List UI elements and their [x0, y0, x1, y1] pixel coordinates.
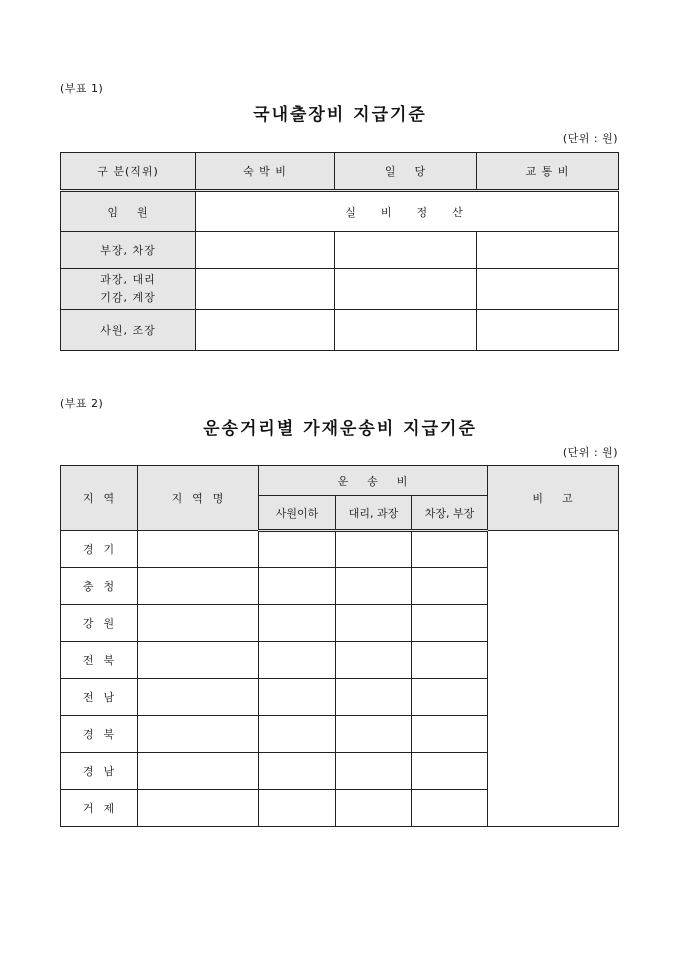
cost-cell[interactable]	[259, 790, 336, 827]
cost-cell[interactable]	[412, 716, 488, 753]
header-region: 지 역	[61, 466, 138, 531]
header-transport: 교 통 비	[477, 153, 619, 191]
annex-label-2: (부표 2)	[60, 397, 104, 410]
cost-cell[interactable]	[336, 716, 412, 753]
daily-cell[interactable]	[335, 269, 477, 310]
region-name-cell[interactable]	[138, 716, 259, 753]
header-category: 구 분(직위)	[61, 153, 196, 191]
region-cell: 전 남	[61, 679, 138, 716]
region-name-cell[interactable]	[138, 753, 259, 790]
cost-cell[interactable]	[259, 605, 336, 642]
region-name-cell[interactable]	[138, 605, 259, 642]
table1-unit: (단위 : 원)	[562, 132, 618, 145]
region-cell: 전 북	[61, 642, 138, 679]
table2-unit: (단위 : 원)	[562, 446, 618, 459]
lodging-cell[interactable]	[196, 269, 335, 310]
region-cell: 거 제	[61, 790, 138, 827]
lodging-cell[interactable]	[196, 310, 335, 351]
row-label-line: 기감, 계장	[100, 291, 156, 304]
row-label-line: 과장, 대리	[100, 273, 156, 286]
transport-cell[interactable]	[477, 232, 619, 269]
header-lodging: 숙 박 비	[196, 153, 335, 191]
header-deputy-manager: 차장, 부장	[412, 496, 488, 531]
cost-cell[interactable]	[336, 605, 412, 642]
region-name-cell[interactable]	[138, 568, 259, 605]
cost-cell[interactable]	[336, 753, 412, 790]
header-staff-below: 사원이하	[259, 496, 336, 531]
cost-cell[interactable]	[412, 679, 488, 716]
transport-cell[interactable]	[477, 310, 619, 351]
table2-title: 운송거리별 가재운송비 지급기준	[203, 419, 477, 439]
cost-cell[interactable]	[412, 642, 488, 679]
cost-cell[interactable]	[336, 790, 412, 827]
table2-header-row	[61, 466, 619, 496]
cost-cell[interactable]	[412, 753, 488, 790]
remarks-cell[interactable]	[488, 531, 619, 827]
table1-header-row	[61, 153, 619, 191]
cost-cell[interactable]	[259, 531, 336, 568]
cost-cell[interactable]	[336, 531, 412, 568]
header-transport-cost: 운 송 비	[259, 466, 488, 496]
cost-cell[interactable]	[259, 568, 336, 605]
cost-cell[interactable]	[336, 642, 412, 679]
daily-cell[interactable]	[335, 232, 477, 269]
region-name-cell[interactable]	[138, 679, 259, 716]
region-cell: 경 북	[61, 716, 138, 753]
cost-cell[interactable]	[259, 642, 336, 679]
actual-expense-cell: 실 비 정 산	[196, 191, 619, 232]
domestic-travel-table	[60, 152, 619, 351]
daily-cell[interactable]	[335, 310, 477, 351]
row-label-manager: 부장, 차장	[61, 232, 196, 269]
region-name-cell[interactable]	[138, 642, 259, 679]
region-cell: 경 남	[61, 753, 138, 790]
transport-cell[interactable]	[477, 269, 619, 310]
table-row	[61, 269, 619, 310]
cost-cell[interactable]	[412, 531, 488, 568]
cost-cell[interactable]	[259, 679, 336, 716]
cost-cell[interactable]	[412, 605, 488, 642]
annex-label-1: (부표 1)	[60, 82, 104, 95]
cost-cell[interactable]	[412, 568, 488, 605]
table-row	[61, 232, 619, 269]
table-row	[61, 531, 619, 568]
region-name-cell[interactable]	[138, 790, 259, 827]
region-cell: 경 기	[61, 531, 138, 568]
region-cell: 강 원	[61, 605, 138, 642]
table-row	[61, 191, 619, 232]
row-label-executive: 임 원	[61, 191, 196, 232]
header-remarks: 비 고	[488, 466, 619, 531]
cost-cell[interactable]	[412, 790, 488, 827]
lodging-cell[interactable]	[196, 232, 335, 269]
table-row	[61, 310, 619, 351]
region-cell: 충 청	[61, 568, 138, 605]
moving-cost-table	[60, 465, 619, 827]
header-region-name: 지 역 명	[138, 466, 259, 531]
row-label-section-chief	[61, 269, 196, 310]
header-assistant-section: 대리, 과장	[336, 496, 412, 531]
cost-cell[interactable]	[259, 716, 336, 753]
table1-title: 국내출장비 지급기준	[253, 105, 427, 125]
header-daily-allowance: 일 당	[335, 153, 477, 191]
cost-cell[interactable]	[336, 679, 412, 716]
row-label-staff: 사원, 조장	[61, 310, 196, 351]
cost-cell[interactable]	[259, 753, 336, 790]
region-name-cell[interactable]	[138, 531, 259, 568]
cost-cell[interactable]	[336, 568, 412, 605]
